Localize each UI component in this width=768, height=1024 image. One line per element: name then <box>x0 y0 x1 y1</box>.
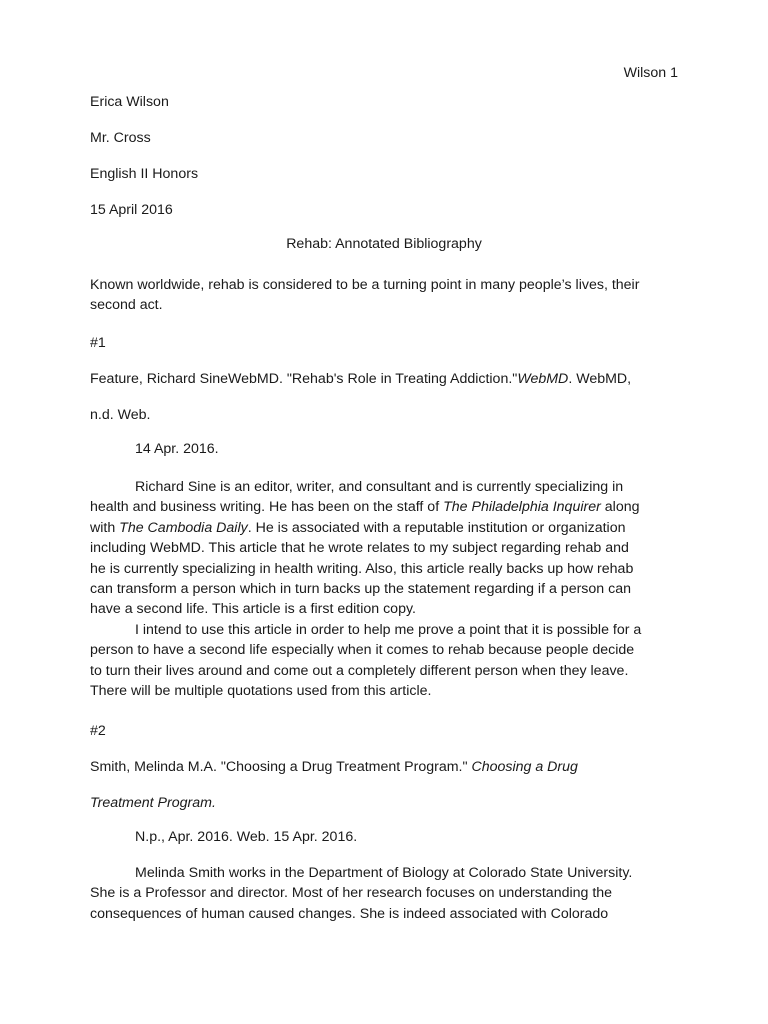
publication-title: The Philadelphia Inquirer <box>443 499 601 516</box>
annotation-line: I intend to use this article in order to help me prove a point that it is possible for a <box>135 621 642 638</box>
entry-number: #2 <box>90 723 106 739</box>
annotation-line: including WebMD. This article that he wrote relates to my subject regarding rehab and <box>90 540 629 557</box>
annotation-line: can transform a person which in turn backs up the statement regarding if a person can <box>90 581 631 598</box>
intro-line: second act. <box>90 297 163 314</box>
citation-access-date: 14 Apr. 2016. <box>135 441 219 457</box>
citation-text: Feature, Richard SineWebMD. "Rehab's Role in Treating Addiction." <box>90 371 518 387</box>
teacher-name: Mr. Cross <box>90 130 151 146</box>
annotation-line: he is currently specializing in health writing. Also, this article really backs up how rehab <box>90 560 634 577</box>
annotation-line: person to have a second life especially when it comes to rehab because people decide <box>90 642 635 659</box>
annotation-line: to turn their lives around and come out a completely different person when they leave. <box>90 662 629 679</box>
annotation-line: She is a Professor and director. Most of her research focuses on understanding the <box>90 885 613 902</box>
annotation-line: have a second life. This article is a first edition copy. <box>90 601 416 618</box>
annotation-line: Melinda Smith works in the Department of Biology at Colorado State University. <box>135 865 633 881</box>
paper-date: 15 April 2016 <box>90 202 173 218</box>
student-name: Erica Wilson <box>90 94 169 110</box>
citation-line <box>90 369 631 389</box>
publication-title: The Cambodia Daily <box>119 519 248 536</box>
citation-line <box>90 793 216 813</box>
citation-text: Smith, Melinda M.A. "Choosing a Drug Treatment Program." <box>90 759 472 775</box>
annotation-line: Richard Sine is an editor, writer, and consultant and is currently specializing in <box>135 479 624 495</box>
annotation-line: consequences of human caused changes. She is indeed associated with Colorado <box>90 905 609 922</box>
annotation-paragraph <box>90 863 680 924</box>
citation-line: n.d. Web. <box>90 407 151 423</box>
citation-access-date: N.p., Apr. 2016. Web. 15 Apr. 2016. <box>135 829 358 845</box>
intro-line: Known worldwide, rehab is considered to be a turning point in many people’s lives, their <box>90 277 640 293</box>
annotation-line: There will be multiple quotations used from this article. <box>90 683 432 700</box>
citation-italic: Choosing a Drug <box>471 759 578 775</box>
course-name: English II Honors <box>90 166 199 182</box>
annotation-paragraph: Richard Sine is an editor, writer, and consultant and is currently specializing in health and business writing. He has been on the staff of The Philadelphia Inquirer along with The Cambodia Daily. He is associated with a reputable institution or organization including WebMD. This article that he wrote relates to my subject regarding rehab and he is currently specializing in health writing. Also, this article really backs up how rehab can transform a person which in turn backs up the statement regarding if a person can have a second life. This article is a first edition copy. I intend to use this article in order to help me prove a point that it is possible for a person to have a second life especially when it comes to rehab because people decide to turn their lives around and come out a completely different person when they leave. There will be multiple quotations used from this article. <box>90 477 680 701</box>
citation-text: . WebMD, <box>568 371 632 387</box>
page-title: Rehab: Annotated Bibliography <box>286 236 482 252</box>
citation-line <box>90 757 578 777</box>
citation-italic: Treatment Program. <box>90 795 216 811</box>
intro-paragraph <box>90 275 680 316</box>
entry-number: #1 <box>90 335 106 351</box>
citation-italic: WebMD <box>517 371 569 387</box>
running-head: Wilson 1 <box>623 65 678 81</box>
